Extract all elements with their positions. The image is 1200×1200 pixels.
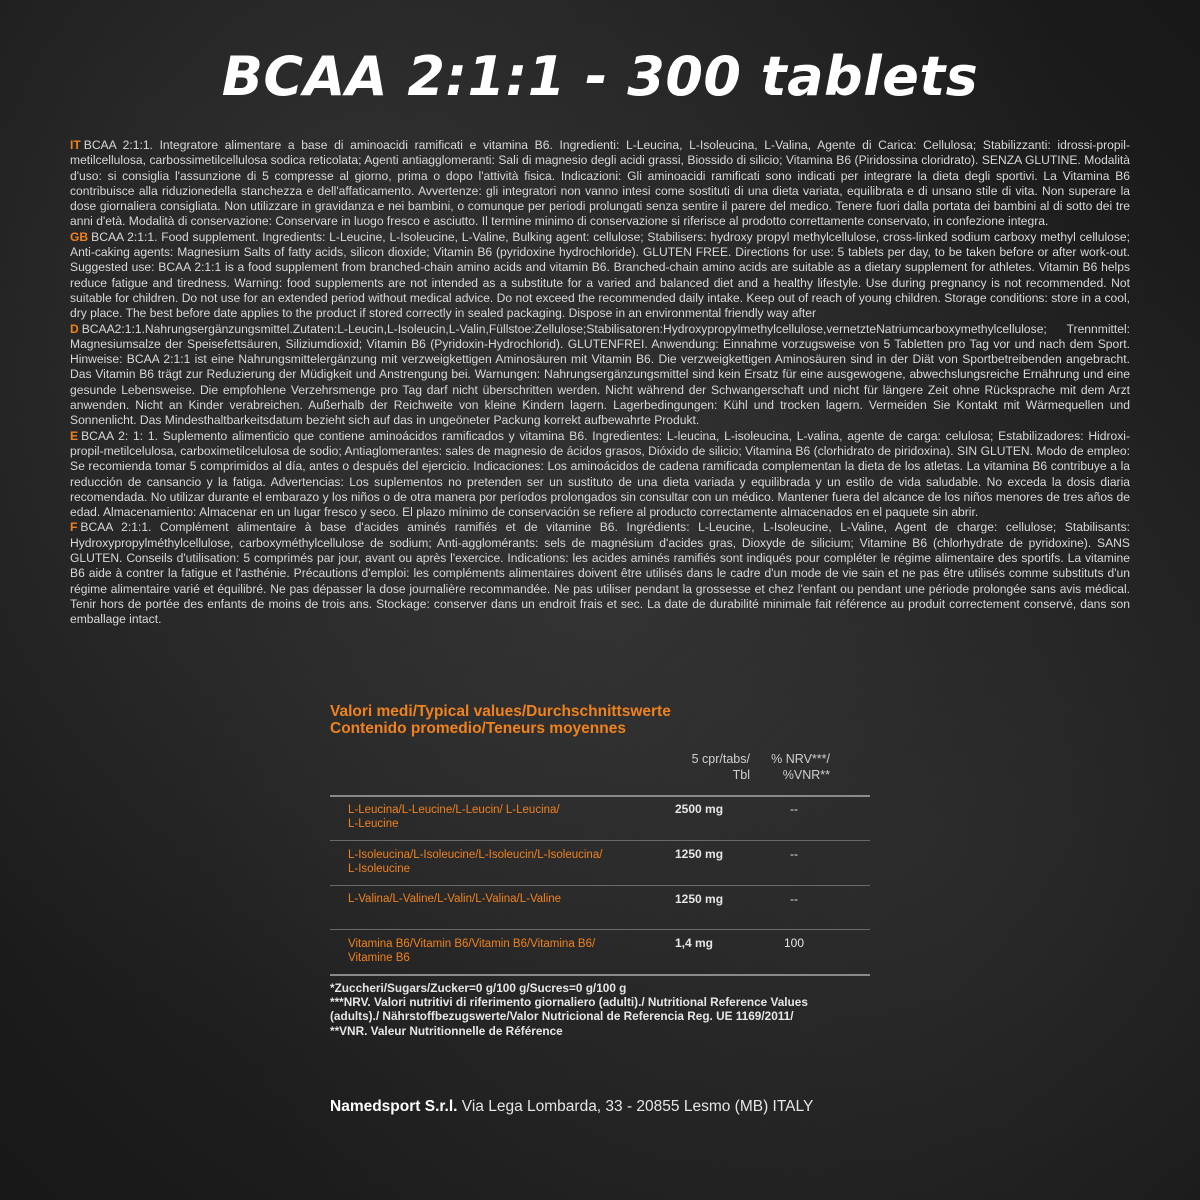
nutrient-name bbox=[348, 937, 648, 965]
section-text: BCAA 2: 1: 1. Suplemento alimenticio que contiene aminoácidos ramificados y vitamina B6. Ingredientes: L-leucina, L-isoleucina, L-valina, agente de carga: celulosa; Estabilizadores: Hidroxi-propil-metilcelulosa, carboximetilcelulosa de sodio; Antiaglomerantes: sales de magnesio de ácidos grasos, Dióxido de silicio; Vitamina B6 (clorhidrato de piridoxina). SIN GLUTEN. Modo de empleo: Se recomienda tomar 5 comprimidos al día, antes o después del ejercicio. Indicaciones: Los aminoácidos de cadena ramificada complementan la dieta de los atletas. La vitamina B6 contribuye a la reducción de cansancio y la fatiga. Advertencias: Los suplementos no pretenden ser un sustituto de una dieta variada y equilibrada y un estilo de vida saludable. No exceda la dosis diaria recomendada. No utilizar durante el embarazo y los niños o de otra manera por períodos prolongados sin consultar con un médico. Mantener fuera del alcance de los niños menores de tres años de edad. Almacenamiento: Almacenar en un lugar fresco y seco. El plazo mínimo de conservación se refiere al producto correctamente almacenados en el paquete sin abrir. bbox=[70, 428, 1130, 520]
row-divider bbox=[330, 840, 870, 841]
company-address: Via Lega Lombarda, 33 - 20855 Lesmo (MB) ITALY bbox=[461, 1098, 814, 1115]
language-code: IT bbox=[70, 138, 81, 152]
manufacturer-address bbox=[330, 1098, 813, 1116]
page-title: BCAA 2:1:1 - 300 tablets bbox=[221, 45, 979, 108]
nutrient-amount: 1250 mg bbox=[675, 847, 724, 861]
language-code: GB bbox=[70, 229, 89, 244]
nutrient-amount: 1,4 mg bbox=[675, 936, 714, 950]
nutrient-amount: 1250 mg bbox=[675, 892, 724, 906]
language-code: D bbox=[70, 321, 79, 336]
row-divider bbox=[330, 885, 870, 886]
nutrient-name bbox=[348, 803, 648, 831]
section-text: BCAA 2:1:1. Integratore alimentare a base di aminoacidi ramificati e vitamina B6. Ingredienti: L-Leucina, L-Isoleucina, L-Valina, Agente di Carica: Cellulosa; Stabilizzanti: idrossi-propil-metilcellulosa, carbossimetilcellulosa sodica reticolata; Agenti antiagglomeranti: Sali di magnesio degli acidi grassi, Biossido di silicio; Vitamina B6 (Piridossina cloridrato). SENZA GLUTINE. Modalità d'uso: si consiglia l'assunzione di 5 compresse al giorno, prima o dopo l'attività fisica. Indicazioni: Gli aminoacidi ramificati sono indicati per integrare la dieta degli sportivi. La Vitamina B6 contribuisce alla riduzionedella stanchezza e dell'affaticamento. Avvertenze: gli integratori non vanno intesi come sostituti di una dieta variata, equilibrata e di unsano stile di vita. Non superare la dose giornaliera consigliata. Non utilizzare in gravidanza e nei bambini, o comunque per periodi prolungati senza sentire il parere del medico. Tenere fuori dalla portata dei bambini al di sotto dei tre anni d'età. Modalità di conservazione: Conservare in luogo fresco e asciutto. Il termine minimo di conservazione si riferisce al prodotto correttamente conservato, in confezione integra. bbox=[70, 138, 1130, 229]
nutrient-name-line1: Vitamina B6/Vitamin B6/Vitamin B6/Vitamina B6/ bbox=[348, 938, 596, 950]
column-header-nrv-line1: % NRV***/ bbox=[771, 752, 830, 766]
section-f bbox=[70, 520, 1130, 627]
column-header-nrv bbox=[750, 751, 830, 783]
footnote-nrv-line2: (adults)./ Nährstoffbezugswerte/Valor Nutricional de Referencia Reg. UE 1169/2011/ bbox=[330, 1009, 794, 1024]
nutrition-table bbox=[330, 703, 870, 1038]
section-gb bbox=[70, 230, 1130, 322]
section-text: BCAA 2:1:1. Complément alimentaire à base d'acides aminés ramifiés et de vitamine B6. Ingrédients: L-Leucine, L-Isoleucine, L-Valine, Agent de charge: cellulose; Stabilisants: Hydroxypropylméthylcellulose, carboxyméthylcellulose de sodium; Anti-agglomérants: sels de magnésium d'acides gras, Dioxyde de silicium; Vitamine B6 (chlorhydrate de pyridoxine). SANS GLUTEN. Conseils d'utilisation: 5 comprimés par jour, avant ou après l'exercice. Indications: les acides aminés ramifiés sont indiqués pour compléter le régime alimentaire des sportifs. La vitamine B6 aide à contrer la fatigue et l'asthénie. Précautions d'emploi: les compléments alimentaires doivent être utilisés dans le cadre d'un mode de vie sain et ne pas être utilisés comme substituts d'un régime alimentaire varié et équilibré. Ne pas dépasser la dose journalière recommandée. Ne pas utiliser pendant la grossesse et chez l'enfant ou pendant une période prolongée sans avis médical. Tenir hors de portée des enfants de moins de trois ans. Stockage: conserver dans un endroit frais et sec. La date de durabilité minimale fait référence au produit correctement conservé, dans son emballage intact. bbox=[70, 520, 1130, 627]
nutrient-name-line2: L-Leucine bbox=[348, 818, 399, 830]
section-d bbox=[70, 322, 1130, 429]
section-it bbox=[70, 138, 1130, 230]
nutrient-name bbox=[348, 892, 648, 906]
nutrient-name-line2: Vitamine B6 bbox=[348, 952, 410, 964]
nutrient-name-line1: L-Leucina/L-Leucine/L-Leucin/ L-Leucina/ bbox=[348, 804, 560, 816]
nutrition-footnotes bbox=[330, 981, 850, 1038]
section-e bbox=[70, 429, 1130, 521]
footnote-vnr: **VNR. Valeur Nutritionnelle de Référence bbox=[330, 1023, 563, 1038]
footnote-sugars: *Zuccheri/Sugars/Zucker=0 g/100 g/Sucres=0 g/100 g bbox=[330, 981, 627, 995]
table-bottom-rule bbox=[330, 974, 870, 976]
nutrient-nrv: -- bbox=[790, 847, 798, 861]
nutrient-name bbox=[348, 848, 648, 876]
nutrient-name-line1: L-Isoleucina/L-Isoleucine/L-Isoleucin/L-Isoleucina/ bbox=[348, 849, 603, 861]
nutrient-name-line2: L-Isoleucine bbox=[348, 863, 411, 875]
column-header-nrv-line2: %VNR** bbox=[782, 768, 830, 782]
nutrient-nrv: -- bbox=[790, 892, 798, 906]
company-name: Namedsport S.r.l. bbox=[330, 1098, 458, 1115]
section-text: BCAA2:1:1.Nahrungsergänzungsmittel.Zutaten:L-Leucin,L-Isoleucin,L-Valin,Füllstoe:Zellulose;Stabilisatoren:Hydroxypropylmethylcellulose,vernetzteNatriumcarboxymethylcellulose; Trennmittel: Magnesiumsalze der Speisefettsäuren, Siliziumdioxid; Vitamin B6 (Pyridoxin-Hydrochlorid). GLUTENFREI. Anwendung: Einnahme vorzugsweise von 5 Tabletten pro Tag vor und nach dem Sport. Hinweise: BCAA 2:1:1 ist eine Nahrungsmittelergänzung mit verzweigkettigen Aminosäuren mit Vitamin B6. Die verzweigkettigen Aminosäuren sind in der Diät von Sportbetreibenden angebracht. Das Vitamin B6 trägt zur Reduzierung der Müdigkeit und Anstrengung bei. Warnungen: Nahrungsergänzungsmittel sind kein Ersatz für eine ausgewogene, abwechslungsreiche Ernährung und eine gesunde Lebensweise. Die empfohlene Verzehrsmenge pro Tag darf nicht überschritten werden. Nicht während der Schwangerschaft und nicht für längere Zeit ohne Rücksprache mit dem Arzt anwenden. Nicht an Kinder verabreichen. Außerhalb der Reichweite von kleine Kindern lagern. Lagerbedingungen: Kühl und trocken lagern. Vermeiden Sie Kontakt mit Wärmequellen und Sonnenlicht. Das Mindesthaltbarkeitsdatum bezieht sich auf das in ungeöneter Packung korrekt aufbewahrte Produkt. bbox=[70, 321, 1130, 428]
column-header-amount bbox=[660, 751, 750, 783]
section-text: BCAA 2:1:1. Food supplement. Ingredients: L-Leucine, L-Isoleucine, L-Valine, Bulking agent: cellulose; Stabilisers: hydroxy propyl methylcellulose, cross-linked sodium carboxy methyl cellulose; Anti-caking agents: Magnesium Salts of fatty acids, silicon dioxide; Vitamin B6 (pyridoxine hydrochloride). GLUTEN FREE. Directions for use: 5 tablets per day, to be taken before or after work-out. Suggested use: BCAA 2:1:1 is a food supplement from branched-chain amino acids and vitamin B6. Branched-chain amino acids are suitable as a dietary supplement for athletes. Vitamin B6 helps reduce fatigue and tiredness. Warning: food supplements are not intended as a substitute for a varied and balanced diet and a healthy lifestyle. Use during pregnancy is not recommended. Not suitable for children. Do not use for an extended period without medical advice. Do not exceed the recommended daily intake. Keep out of reach of young children. Storage conditions: store in a cool, dry place. The best before date applies to the product if stored correctly in sealed packaging. Dispose in an environmental friendly way after bbox=[70, 229, 1130, 321]
language-code: E bbox=[70, 428, 79, 443]
nutrient-amount: 2500 mg bbox=[675, 802, 724, 816]
column-header-amount-line1: 5 cpr/tabs/ bbox=[691, 752, 750, 766]
row-divider bbox=[330, 929, 870, 930]
footnote-nrv-line1: ***NRV. Valori nutritivi di riferimento giornaliero (adulti)./ Nutritional Reference Values bbox=[330, 995, 808, 1010]
nutrient-nrv: -- bbox=[790, 802, 798, 816]
nutrient-name-line1: L-Valina/L-Valine/L-Valin/L-Valina/L-Valine bbox=[348, 893, 562, 905]
table-top-rule bbox=[330, 795, 870, 797]
column-header-amount-line2: Tbl bbox=[732, 768, 750, 782]
nutrition-heading-2: Contenido promedio/Teneurs moyennes bbox=[330, 720, 626, 737]
language-code: F bbox=[70, 520, 78, 535]
nutrition-heading-1: Valori medi/Typical values/Durchschnittswerte bbox=[330, 703, 671, 720]
nutrient-nrv: 100 bbox=[783, 936, 805, 950]
multilingual-label-text bbox=[70, 138, 1130, 628]
